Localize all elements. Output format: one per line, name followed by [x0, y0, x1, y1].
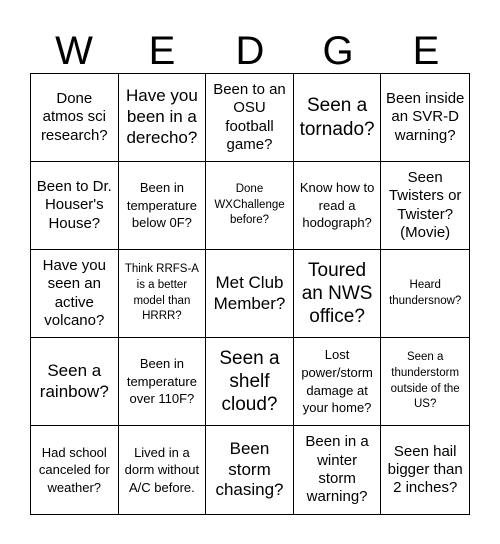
bingo-cell-r3-c4[interactable]: Toured an NWS office? — [294, 250, 382, 338]
bingo-cell-r5-c4[interactable]: Been in a winter storm warning? — [294, 426, 382, 514]
bingo-cell-r2-c1[interactable]: Been to Dr. Houser's House? — [31, 162, 119, 250]
bingo-cell-r4-c4[interactable]: Lost power/storm damage at your home? — [294, 338, 382, 426]
bingo-cell-r5-c5[interactable]: Seen hail bigger than 2 inches? — [387, 442, 463, 497]
bingo-cell-r2-c2[interactable]: Been in temperature below 0F? — [119, 162, 207, 250]
header-letter-e: E — [148, 29, 176, 73]
bingo-cell-r5-c1[interactable]: Had school canceled for weather? — [31, 426, 119, 514]
bingo-cell-r3-c5[interactable]: Heard thundersnow? — [381, 250, 469, 338]
bingo-cell-r3-c2[interactable]: Think RRFS-A is a better model than HRRR? — [119, 250, 207, 338]
header-letter-e2: E — [412, 29, 440, 73]
bingo-cell-r3-c3[interactable]: Met Club Member? — [206, 250, 294, 338]
bingo-board — [30, 73, 470, 515]
bingo-cell-r5-c3[interactable]: Been storm chasing? — [206, 426, 294, 514]
bingo-cell-r2-c5[interactable]: Seen Twisters or Twister? (Movie) — [381, 162, 469, 250]
header-letter-w: W — [55, 29, 93, 73]
bingo-cell-r4-c5[interactable]: Seen a thunderstorm outside of the US? — [381, 338, 469, 426]
bingo-cell-r1-c5[interactable]: Been inside an SVR-D warning? — [381, 74, 469, 162]
bingo-cell-r2-c3[interactable]: Done WXChallenge before? — [206, 162, 294, 250]
bingo-cell-r1-c2[interactable]: Have you been in a derecho? — [119, 74, 207, 162]
bingo-cell-r1-c1[interactable]: Done atmos sci research? — [31, 74, 119, 162]
bingo-cell-r1-c4[interactable]: Seen a tornado? — [294, 74, 382, 162]
bingo-cell-r4-c1[interactable]: Seen a rainbow? — [31, 338, 119, 426]
bingo-cell-r2-c4[interactable]: Know how to read a hodograph? — [294, 162, 382, 250]
bingo-cell-r5-c2[interactable]: Lived in a dorm without A/C before. — [119, 426, 207, 514]
header-letter-g: G — [322, 29, 354, 73]
bingo-header — [30, 22, 470, 80]
bingo-cell-r4-c3[interactable]: Seen a shelf cloud? — [206, 338, 294, 426]
header-letter-d: D — [235, 29, 265, 73]
bingo-cell-r3-c1[interactable]: Have you seen an active volcano? — [31, 250, 119, 338]
bingo-cell-r1-c3[interactable]: Been to an OSU football game? — [206, 74, 294, 162]
bingo-cell-r4-c2[interactable]: Been in temperature over 110F? — [119, 338, 207, 426]
